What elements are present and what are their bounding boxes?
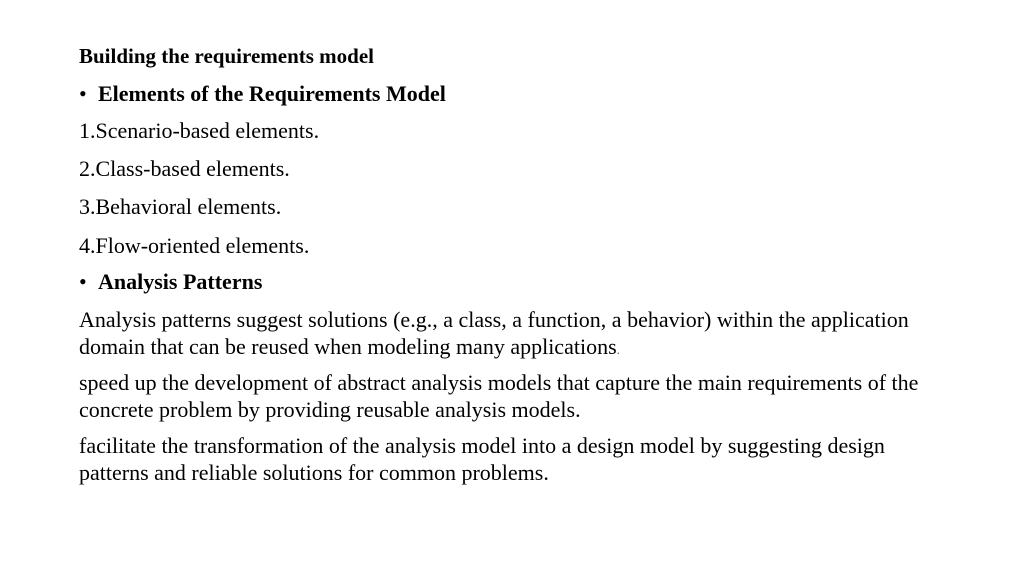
elements-list	[79, 118, 964, 260]
list-item: 2.Class-based elements.	[79, 155, 290, 181]
list-item: 1.Scenario-based elements.	[79, 117, 320, 143]
paragraph-facilitate: facilitate the transformation of the analysis model into a design model by suggesting design patterns and reliable solutions for common problems.	[79, 432, 885, 486]
list-item: 4.Flow-oriented elements.	[79, 232, 310, 258]
list-item: 3.Behavioral elements.	[79, 194, 282, 220]
section-heading-analysis-patterns	[79, 269, 964, 295]
section-heading-text: Analysis Patterns	[98, 269, 263, 295]
section-heading-text: Elements of the Requirements Model	[98, 81, 446, 107]
section-heading-elements	[79, 81, 964, 107]
bullet-icon: •	[79, 81, 87, 107]
paragraph-text: Analysis patterns suggest solutions (e.g., a class, a function, a behavior) within the application domain that can be reused when modeling many applications	[79, 306, 909, 360]
bullet-icon: •	[79, 269, 87, 295]
slide-title: Building the requirements model	[79, 44, 374, 68]
paragraph-speed-up: speed up the development of abstract analysis models that capture the main requirements of the concrete problem by providing reusable analysis models.	[79, 369, 919, 423]
paragraph-analysis-patterns	[79, 306, 959, 361]
paragraph-end-mark: .	[616, 342, 620, 358]
